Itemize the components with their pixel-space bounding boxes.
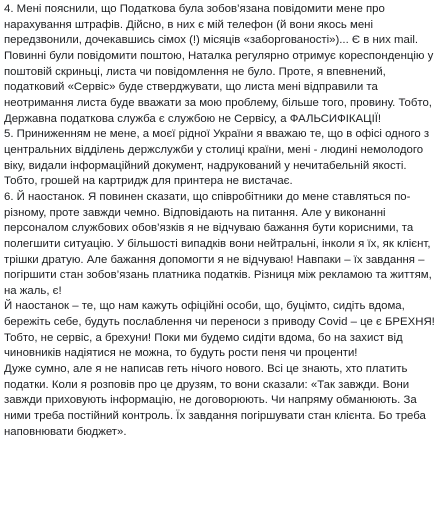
paragraph-4: 4. Мені пояснили, що Податкова була зобов’язана повідомити мене про нарахування штрафів. Дійсно, в них є мій телефон (й вони якось мені передзвонили, дочекавшись сімох (!) місяців «заборгованості»)... Є в них mail. Повинні були повідомити поштою, Наталка регулярно отримує кореспонденцію у поштовій скриньці, листа чи повідомлення не було. Проте, я впевнений, податковий «Сервіс» буде стверджувати, що листа мені відправили та неотримання листа буде вважати за мою проблему, більше того, провину. Тобто, Державна податкова служба є службою не Сервісу, а ФАЛЬСИФІКАЦІЇ! <box>4 3 434 125</box>
paragraph-conclusion: Дуже сумно, але я не написав геть нічого нового. Всі це знають, хто платить податки. Коли я розповів про це друзям, то вони сказали: «Так завжди. Вони завжди приховують інформацію, не договорюють. Чи напряму обманюють. За ними треба постійний контроль. Їх завдання погіршувати стан клієнта. Бо треба наповнювати бюджет». <box>4 363 426 438</box>
post-body <box>4 2 436 440</box>
paragraph-6: 6. Й наостанок. Я повинен сказати, що співробітники до мене ставляться по-різному, проте завжди чемно. Відповідають на питання. Але у виконанні персоналом службових обов’язків я не відчуваю бажання бути корисними, та полегшити ситуацію. У більшості випадків вони нейтральні, інколи я їх, як клієнт, трішки дратую. Але бажання допомогти я не відчуваю! Навпаки – їх завдання – погіршити стан зобов’язань платника податків. Різниця між рекламою та життям, на жаль, є! <box>4 190 432 297</box>
paragraph-5: 5. Приниженням не мене, а моєї рідної України я вважаю те, що в офісі одного з центральних відділень держслужби у столиці країни, мені - людині немолодого віку, видали інформаційний документ, надрукований у нечитабельній якості. Тобто, грошей на картридж для принтера не вистачає. <box>4 128 430 188</box>
paragraph-finally: Й наостанок – те, що нам кажуть офіційні особи, що, буцімто, сидіть вдома, бережіть себе, будуть послаблення чи переноси з приводу Covid – це є БРЕХНЯ! Тобто, не сервіс, а брехуни! Поки ми будемо сидіти вдома, бо на захист від чиновників надіятися не можна, то будуть рости пеня чи проценти! <box>4 300 435 360</box>
